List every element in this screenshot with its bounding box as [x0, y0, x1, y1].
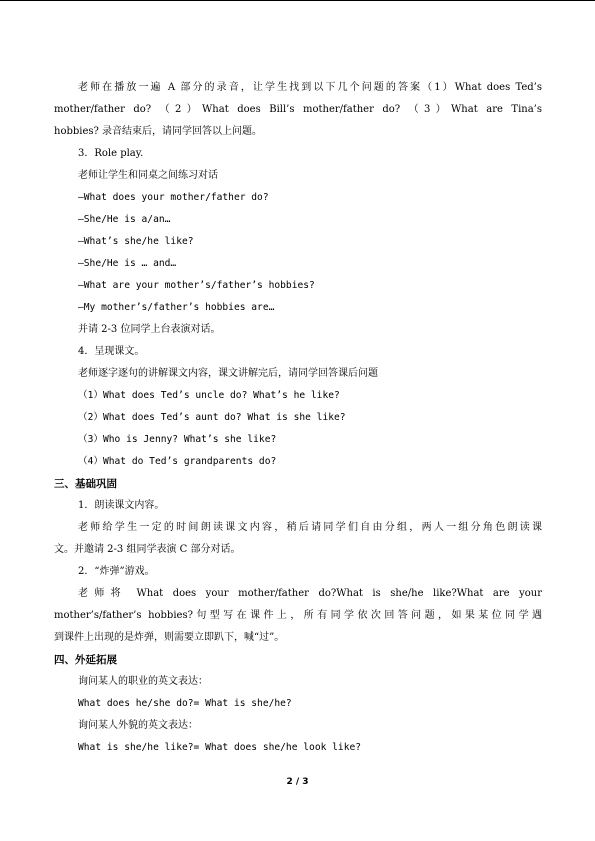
question-line: （2）What does Ted’s aunt do? What is she like? [78, 412, 346, 423]
paragraph-line: 老师给学生一定的时间朗读课文内容，稍后请同学们自由分组，两人一组分角色朗读课 [78, 522, 542, 533]
section-heading: 四、外延拓展 [54, 654, 117, 666]
paragraph-line: mother/father do? （2）What does Bill’s mother/father do? （3）What are Tina’s [54, 104, 542, 115]
page-top-rule [0, 0, 595, 1]
paragraph-line: 并请 2-3 位同学上台表演对话。 [78, 324, 221, 335]
section-item-title: 4．呈现课文。 [78, 346, 145, 357]
paragraph-line: 询问某人外貌的英文表达： [78, 720, 198, 731]
question-line: （1）What does Ted’s uncle do? What’s he like? [78, 390, 340, 401]
dialogue-line: —What’s she/he like? [78, 236, 194, 247]
question-line: （3）Who is Jenny? What’s she like? [78, 434, 277, 445]
paragraph-line: 老师逐字逐句的讲解课文内容，课文讲解完后，请同学回答课后问题 [78, 368, 378, 379]
paragraph-line: mother’s/father’s hobbies?句型写在课件上，所有同学依次回答问题，如果某位同学遇 [54, 610, 542, 621]
document-body [54, 77, 542, 759]
paragraph-line: 老师在播放一遍 A 部分的录音，让学生找到以下几个问题的答案（1）What does Ted’s [78, 82, 542, 93]
paragraph-line: 老师让学生和同桌之间练习对话 [78, 170, 218, 181]
question-line: （4）What do Ted’s grandparents do? [78, 456, 277, 467]
section-item-title: 1．朗读课文内容。 [78, 500, 165, 511]
section-item-title: 3．Role play. [78, 148, 144, 159]
dialogue-line: —She/He is … and… [78, 258, 177, 269]
section-item-title: 2．“炸弹”游戏。 [78, 566, 155, 577]
paragraph-line: hobbies? 录音结束后，请同学回答以上问题。 [54, 126, 263, 137]
paragraph-line: 询问某人的职业的英文表达： [78, 676, 208, 687]
expression-line: What is she/he like?= What does she/he look like? [78, 742, 362, 753]
dialogue-line: —My mother’s/father’s hobbies are… [78, 302, 275, 313]
paragraph-line: 到课件上出现的是炸弹，则需要立即趴下，喊“过”。 [54, 632, 285, 643]
expression-line: What does he/she do?= What is she/he? [78, 698, 292, 709]
paragraph-line: 文。并邀请 2-3 组同学表演 C 部分对话。 [54, 544, 241, 555]
dialogue-line: —What are your mother’s/father’s hobbies? [78, 280, 315, 291]
dialogue-line: —She/He is a/an… [78, 214, 171, 225]
page-number: 2 / 3 [286, 777, 309, 787]
section-heading: 三、基础巩固 [54, 478, 117, 490]
paragraph-line: 老师将 What does your mother/father do?What is she/he like?What are your [78, 588, 542, 599]
dialogue-line: —What does your mother/father do? [78, 192, 269, 203]
